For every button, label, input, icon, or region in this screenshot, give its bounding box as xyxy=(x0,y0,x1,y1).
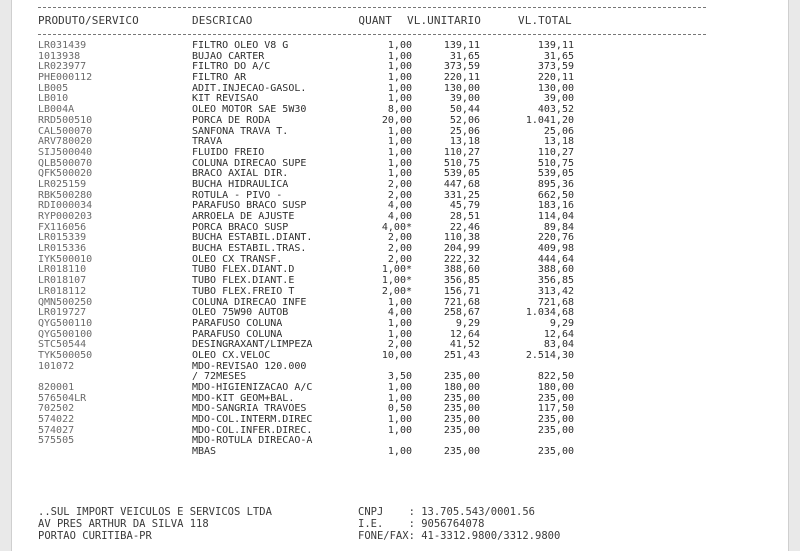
item-unit-price: 721,68 xyxy=(443,296,480,308)
item-quantity: 1,00 xyxy=(387,296,412,308)
item-total: 12,64 xyxy=(543,328,574,340)
item-quantity: 1,00 xyxy=(387,382,412,394)
item-code: RBK500280 xyxy=(38,189,93,201)
item-total: 2.514,30 xyxy=(525,349,574,361)
company-cnpj: CNPJ : 13.705.543/0001.56 xyxy=(358,506,536,518)
item-description: BUJAO CARTER xyxy=(192,50,265,62)
item-description: FLUIDO FREIO xyxy=(192,146,265,158)
item-quantity: 2,00 xyxy=(387,339,412,351)
item-unit-price: 251,43 xyxy=(443,349,480,361)
item-description: OLEO 75W90 AUTOB xyxy=(192,307,289,319)
item-unit-price: 31,65 xyxy=(449,50,480,62)
company-footer xyxy=(12,506,788,542)
item-description: BUCHA HIDRAULICA xyxy=(192,178,289,190)
item-code: 575505 xyxy=(38,435,75,447)
item-unit-price: 12,64 xyxy=(449,328,480,340)
item-unit-price: 156,71 xyxy=(443,285,480,297)
item-unit-price: 52,06 xyxy=(449,114,480,126)
item-code: LR015336 xyxy=(38,243,87,255)
table-row xyxy=(12,426,788,437)
item-unit-price: 235,00 xyxy=(443,414,480,426)
table-row xyxy=(12,436,788,457)
item-unit-price: 110,27 xyxy=(443,146,480,158)
item-unit-price: 130,00 xyxy=(443,82,480,94)
item-unit-price: 447,68 xyxy=(443,178,480,190)
item-quantity: 1,00 xyxy=(387,424,412,436)
item-unit-price: 110,38 xyxy=(443,232,480,244)
item-description: SANFONA TRAVA T. xyxy=(192,125,289,137)
item-description: FILTRO AR xyxy=(192,72,247,84)
item-unit-price: 331,25 xyxy=(443,189,480,201)
item-total: 235,00 xyxy=(537,424,574,436)
item-description: MDO-SANGRIA TRAVOES xyxy=(192,403,307,415)
item-total: 409,98 xyxy=(537,243,574,255)
item-description: ADIT.INJECAO-GASOL. xyxy=(192,82,307,94)
item-description: TUBO FLEX.DIANT.D xyxy=(192,264,295,276)
item-code: STC50544 xyxy=(38,339,87,351)
item-total: 139,11 xyxy=(537,40,574,51)
item-description: PORCA BRACO SUSP xyxy=(192,221,289,233)
item-total: 180,00 xyxy=(537,382,574,394)
item-description: FILTRO OLEO V8 G xyxy=(192,40,289,51)
table-row xyxy=(12,148,788,159)
item-code: LB005 xyxy=(38,82,69,94)
item-description: BUCHA ESTABIL.TRAS. xyxy=(192,243,307,255)
table-row xyxy=(12,351,788,362)
item-quantity: 2,00* xyxy=(381,285,412,297)
item-total: 373,59 xyxy=(537,61,574,73)
item-unit-price: 25,06 xyxy=(449,125,480,137)
item-unit-price: 9,29 xyxy=(455,317,480,329)
item-quantity: 10,00 xyxy=(381,349,412,361)
item-quantity: 1,00 xyxy=(387,446,412,458)
item-unit-price: 356,85 xyxy=(443,275,480,287)
item-unit-price: 139,11 xyxy=(443,40,480,51)
item-unit-price: 180,00 xyxy=(443,382,480,394)
item-code: LR015339 xyxy=(38,232,87,244)
item-quantity: 1,00 xyxy=(387,93,412,105)
item-code: LR025159 xyxy=(38,178,87,190)
header-total: VL.TOTAL xyxy=(518,14,572,27)
item-description: ARROELA DE AJUSTE xyxy=(192,211,295,222)
table-header xyxy=(12,14,788,28)
item-code: LR019727 xyxy=(38,307,87,319)
item-quantity: 1,00 xyxy=(387,146,412,158)
item-unit-price: 39,00 xyxy=(449,93,480,105)
item-unit-price: 235,00 xyxy=(443,446,480,458)
company-address: AV PRES ARTHUR DA SILVA 118 xyxy=(38,518,209,530)
item-code: TYK500050 xyxy=(38,349,93,361)
item-description: MDO-ROTULA DIRECAO-A xyxy=(192,435,313,447)
item-total: 662,50 xyxy=(537,189,574,201)
item-code: RYP000203 xyxy=(38,211,93,222)
item-total: 130,00 xyxy=(537,82,574,94)
top-divider xyxy=(38,7,706,8)
item-description: MDO-COL.INTERM.DIREC xyxy=(192,414,313,426)
item-total: 510,75 xyxy=(537,157,574,169)
table-row xyxy=(12,319,788,330)
item-code: FX116056 xyxy=(38,221,87,233)
company-phone: FONE/FAX: 41-3312.9800/3312.9800 xyxy=(358,530,561,542)
item-unit-price: 373,59 xyxy=(443,61,480,73)
item-description: OLEO CX TRANSF. xyxy=(192,253,283,265)
item-code: 820001 xyxy=(38,382,75,394)
item-quantity: 1,00 xyxy=(387,50,412,62)
item-description: COLUNA DIRECAO SUPE xyxy=(192,157,307,169)
item-description: ROTULA - PIVO - xyxy=(192,189,283,201)
item-total: 183,16 xyxy=(537,200,574,212)
table-row xyxy=(12,362,788,383)
item-code: 1013938 xyxy=(38,50,81,62)
item-unit-price: 222,32 xyxy=(443,253,480,265)
item-unit-price: 235,00 xyxy=(443,371,480,383)
item-total: 31,65 xyxy=(543,50,574,62)
item-unit-price: 204,99 xyxy=(443,243,480,255)
item-code: QMN500250 xyxy=(38,296,93,308)
item-total: 822,50 xyxy=(537,371,574,383)
item-code: 574027 xyxy=(38,424,75,436)
item-quantity: 4,00 xyxy=(387,200,412,212)
item-quantity: 4,00 xyxy=(387,307,412,319)
item-quantity: 1,00 xyxy=(387,317,412,329)
item-description-continued: MBAS xyxy=(192,446,217,458)
item-unit-price: 235,00 xyxy=(443,392,480,404)
item-unit-price: 258,67 xyxy=(443,307,480,319)
table-row xyxy=(12,287,788,298)
item-code: RDI000034 xyxy=(38,200,93,212)
item-total: 235,00 xyxy=(537,414,574,426)
item-quantity: 1,00 xyxy=(387,328,412,340)
item-description: BRACO AXIAL DIR. xyxy=(192,168,289,180)
item-total: 444,64 xyxy=(537,253,574,265)
item-total: 895,36 xyxy=(537,178,574,190)
item-description: OLEO MOTOR SAE 5W30 xyxy=(192,104,307,116)
item-description: MDO-HIGIENIZACAO A/C xyxy=(192,382,313,394)
item-total: 1.041,20 xyxy=(525,114,574,126)
item-code: QLB500070 xyxy=(38,157,93,169)
item-total: 110,27 xyxy=(537,146,574,158)
item-unit-price: 22,46 xyxy=(449,221,480,233)
item-quantity: 4,00* xyxy=(381,221,412,233)
item-total: 313,42 xyxy=(537,285,574,297)
item-code: SIJ500040 xyxy=(38,146,93,158)
item-total: 220,11 xyxy=(537,72,574,84)
item-total: 9,29 xyxy=(549,317,574,329)
item-code: ARV780020 xyxy=(38,136,93,148)
item-quantity: 1,00 xyxy=(387,136,412,148)
item-quantity: 2,00 xyxy=(387,253,412,265)
header-quant: QUANT xyxy=(358,14,392,27)
item-unit-price: 41,52 xyxy=(449,339,480,351)
item-description: OLEO CX.VELOC xyxy=(192,349,271,361)
item-description: BUCHA ESTABIL.DIANT. xyxy=(192,232,313,244)
item-description: MDO-KIT GEOM+BAL. xyxy=(192,392,295,404)
item-code: QFK500020 xyxy=(38,168,93,180)
item-total: 388,60 xyxy=(537,264,574,276)
item-quantity: 2,00 xyxy=(387,178,412,190)
item-unit-price: 220,11 xyxy=(443,72,480,84)
item-total: 356,85 xyxy=(537,275,574,287)
item-total: 25,06 xyxy=(543,125,574,137)
item-code: 702502 xyxy=(38,403,75,415)
item-code: 574022 xyxy=(38,414,75,426)
item-unit-price: 28,51 xyxy=(449,211,480,222)
item-code: PHE000112 xyxy=(38,72,93,84)
item-description: COLUNA DIRECAO INFE xyxy=(192,296,307,308)
invoice-page xyxy=(12,0,788,551)
item-unit-price: 50,44 xyxy=(449,104,480,116)
table-row xyxy=(12,116,788,127)
item-quantity: 2,00 xyxy=(387,243,412,255)
item-quantity: 2,00 xyxy=(387,189,412,201)
item-total: 89,84 xyxy=(543,221,574,233)
item-description: FILTRO DO A/C xyxy=(192,61,271,73)
item-description: MDO-COL.INFER.DIREC. xyxy=(192,424,313,436)
item-unit-price: 510,75 xyxy=(443,157,480,169)
item-quantity: 1,00 xyxy=(387,61,412,73)
item-quantity: 20,00 xyxy=(381,114,412,126)
item-quantity: 8,00 xyxy=(387,104,412,116)
item-quantity: 1,00 xyxy=(387,40,412,51)
item-code: LB004A xyxy=(38,104,75,116)
item-code: CAL500070 xyxy=(38,125,93,137)
item-code: QYG500110 xyxy=(38,317,93,329)
item-quantity: 0,50 xyxy=(387,403,412,415)
item-description: DESINGRAXANT/LIMPEZA xyxy=(192,339,313,351)
item-quantity: 1,00 xyxy=(387,72,412,84)
item-code: RRD500510 xyxy=(38,114,93,126)
header-unitario: VL.UNITARIO xyxy=(407,14,481,27)
item-unit-price: 235,00 xyxy=(443,424,480,436)
item-description: PORCA DE RODA xyxy=(192,114,271,126)
item-total: 403,52 xyxy=(537,104,574,116)
item-unit-price: 539,05 xyxy=(443,168,480,180)
item-total: 235,00 xyxy=(537,392,574,404)
header-produto: PRODUTO/SERVICO xyxy=(38,14,139,27)
item-description: PARAFUSO COLUNA xyxy=(192,317,283,329)
item-code: LR018110 xyxy=(38,264,87,276)
company-city: PORTAO CURITIBA-PR xyxy=(38,530,152,542)
item-description: PARAFUSO BRACO SUSP xyxy=(192,200,307,212)
item-code: LR023977 xyxy=(38,61,87,73)
item-code: 101072 xyxy=(38,360,75,372)
item-description: MDO-REVISAO 120.000 xyxy=(192,360,307,372)
item-description: TUBO FLEX.DIANT.E xyxy=(192,275,295,287)
item-code: QYG500100 xyxy=(38,328,93,340)
item-total: 539,05 xyxy=(537,168,574,180)
item-total: 1.034,68 xyxy=(525,307,574,319)
item-total: 721,68 xyxy=(537,296,574,308)
item-total: 13,18 xyxy=(543,136,574,148)
item-quantity: 1,00* xyxy=(381,264,412,276)
item-quantity: 1,00 xyxy=(387,125,412,137)
item-unit-price: 235,00 xyxy=(443,403,480,415)
item-quantity: 1,00 xyxy=(387,157,412,169)
item-quantity: 2,00 xyxy=(387,232,412,244)
item-total: 117,50 xyxy=(537,403,574,415)
item-total: 114,04 xyxy=(537,211,574,222)
item-quantity: 1,00 xyxy=(387,168,412,180)
company-ie: I.E. : 9056764078 xyxy=(358,518,485,530)
item-quantity: 3,50 xyxy=(387,371,412,383)
item-total: 220,76 xyxy=(537,232,574,244)
item-code: LR031439 xyxy=(38,40,87,51)
item-code: LR018112 xyxy=(38,285,87,297)
items-table xyxy=(12,41,788,458)
item-code: LR018107 xyxy=(38,275,87,287)
item-quantity: 4,00 xyxy=(387,211,412,222)
header-divider xyxy=(38,34,706,35)
item-quantity: 1,00 xyxy=(387,414,412,426)
item-code: LB010 xyxy=(38,93,69,105)
item-unit-price: 388,60 xyxy=(443,264,480,276)
item-quantity: 1,00 xyxy=(387,82,412,94)
item-quantity: 1,00* xyxy=(381,275,412,287)
item-total: 39,00 xyxy=(543,93,574,105)
item-description: TUBO FLEX.FREIO T xyxy=(192,285,295,297)
item-code: IYK500010 xyxy=(38,253,93,265)
item-code: 576504LR xyxy=(38,392,87,404)
item-total: 235,00 xyxy=(537,446,574,458)
header-descricao: DESCRICAO xyxy=(192,14,253,27)
item-description: KIT REVISAO xyxy=(192,93,259,105)
item-quantity: 1,00 xyxy=(387,392,412,404)
item-description: PARAFUSO COLUNA xyxy=(192,328,283,340)
item-total: 83,04 xyxy=(543,339,574,351)
company-name: ..SUL IMPORT VEICULOS E SERVICOS LTDA xyxy=(38,506,272,518)
item-unit-price: 45,79 xyxy=(449,200,480,212)
item-unit-price: 13,18 xyxy=(449,136,480,148)
item-description: TRAVA xyxy=(192,136,223,148)
item-description-continued: / 72MESES xyxy=(192,371,247,383)
